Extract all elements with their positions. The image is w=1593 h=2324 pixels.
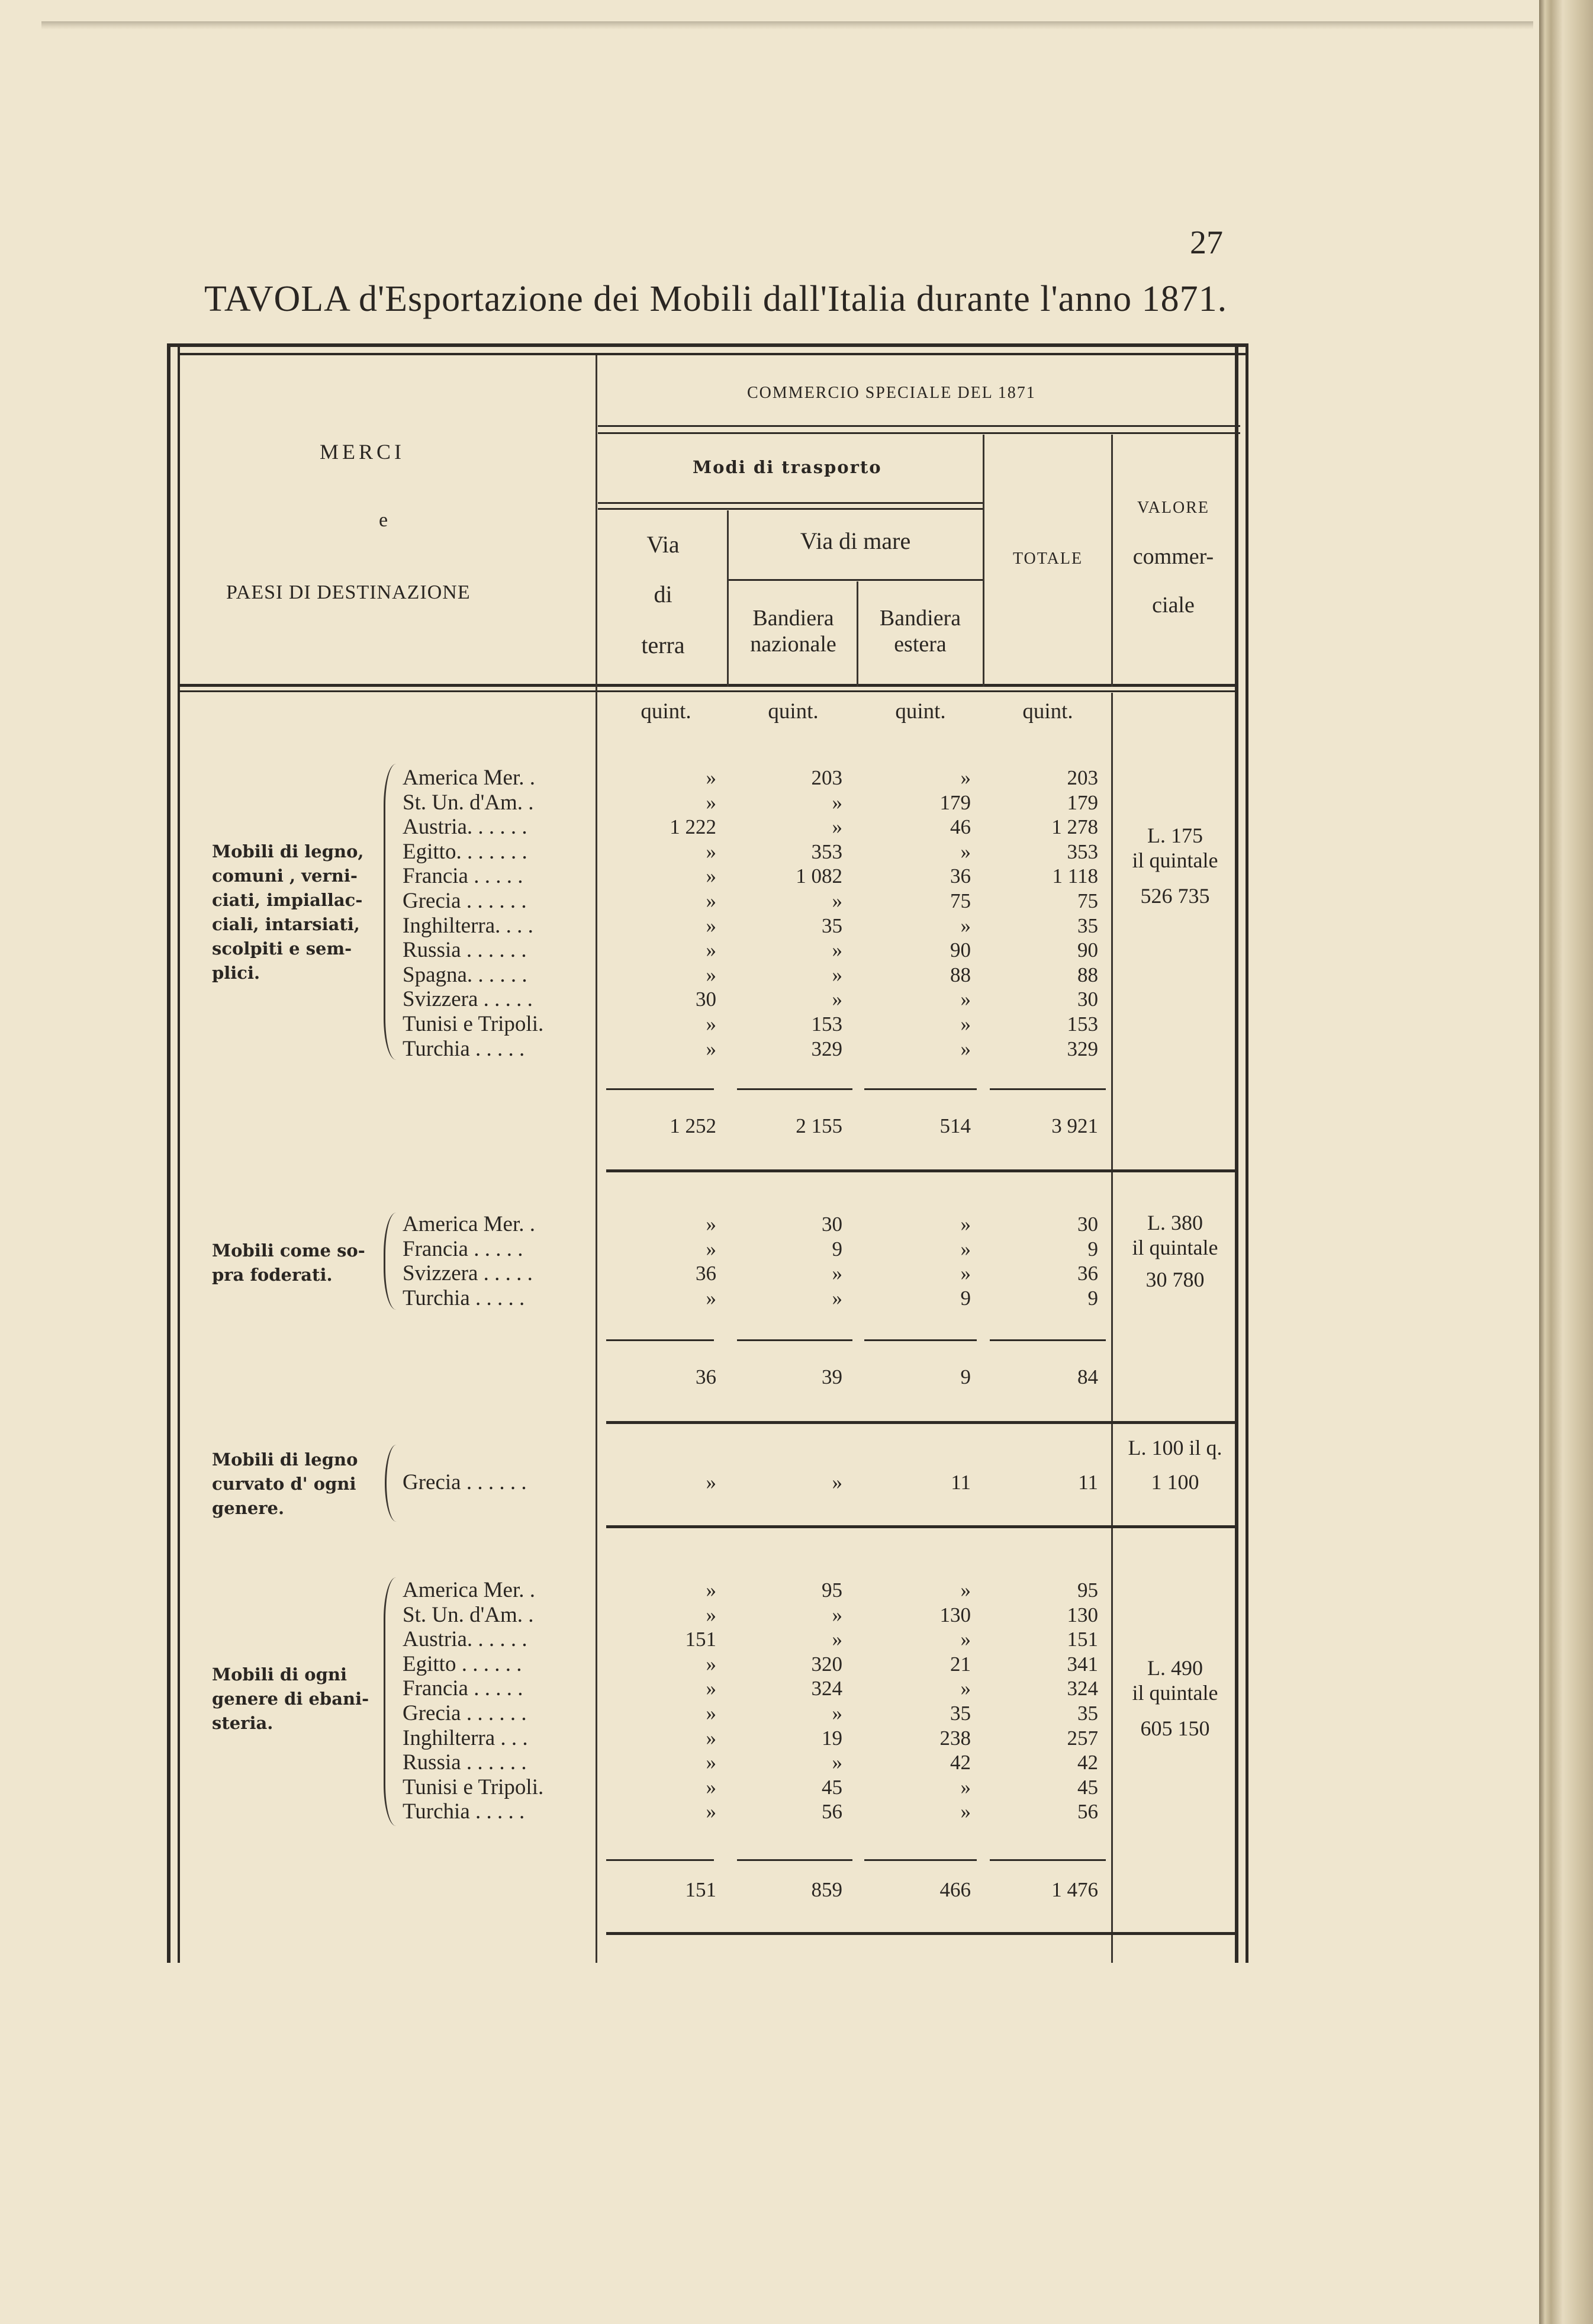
cell-naz: 30 [822, 1213, 842, 1236]
cell-naz: 56 [822, 1800, 842, 1824]
g2-sub-rule-4 [990, 1339, 1106, 1341]
header-nazionale: nazionale [750, 632, 836, 657]
cell-naz: » [832, 889, 842, 912]
cell-naz: 329 [811, 1037, 842, 1060]
cell-totale: 130 [1067, 1603, 1098, 1627]
cell-terra: » [706, 1800, 716, 1824]
cell-naz: » [832, 1751, 842, 1775]
cell-totale: 151 [1067, 1628, 1098, 1651]
g1-total-terra: 1 252 [670, 1114, 716, 1137]
cell-est: 35 [950, 1702, 971, 1725]
rule-modi-2 [598, 508, 983, 510]
cell-terra: 151 [685, 1628, 716, 1651]
book-gutter [1539, 0, 1593, 2324]
cell-terra: 30 [696, 988, 716, 1011]
rule-header-bottom-2 [180, 690, 1237, 692]
cell-naz: 203 [811, 766, 842, 789]
country-name: Francia . . . . . [403, 1676, 523, 1701]
col-line-naz-header [857, 581, 858, 687]
rule-via-mare [728, 579, 983, 581]
rule-modi-1 [598, 502, 983, 504]
cell-naz: 320 [811, 1652, 842, 1676]
cell-terra: » [706, 1726, 716, 1750]
header-bandiera-est: Bandiera [879, 606, 961, 631]
cell-totale: 95 [1077, 1579, 1098, 1602]
g1-sub-rule-3 [864, 1088, 977, 1090]
country-name: Russia . . . . . . [403, 1750, 527, 1775]
cell-est: » [960, 1775, 971, 1799]
cell-terra: » [706, 1037, 716, 1060]
col-line-merci [596, 355, 597, 1963]
cell-est: » [960, 1628, 971, 1651]
header-modi: Modi di trasporto [693, 457, 882, 477]
cell-est: 90 [950, 938, 971, 962]
group3-brace [385, 1445, 397, 1522]
g1-end-rule [606, 1169, 1237, 1172]
cell-est: » [960, 1012, 971, 1036]
group1-valore: L. 175 il quintale 526 735 [1132, 824, 1218, 908]
g2-total-est: 9 [960, 1365, 971, 1388]
cell-terra: » [706, 790, 716, 814]
cell-est: » [960, 1237, 971, 1261]
cell-naz: 45 [822, 1775, 842, 1799]
country-name: Tunisi e Tripoli. [403, 1775, 544, 1799]
header-totale: TOTALE [1012, 549, 1083, 568]
cell-est: 9 [960, 1286, 971, 1310]
cell-totale: 1 278 [1051, 815, 1098, 839]
cell-naz: 19 [822, 1726, 842, 1750]
cell-naz: » [832, 963, 842, 986]
country-name: America Mer. . [403, 1212, 535, 1236]
page-edge-shadow [41, 21, 1533, 30]
country-name: Turchia . . . . . [403, 1799, 525, 1824]
country-name: Egitto. . . . . . . [403, 839, 527, 864]
g4-total-naz: 859 [811, 1878, 842, 1901]
country-name: Svizzera . . . . . [403, 987, 533, 1012]
cell-totale: 9 [1087, 1237, 1098, 1261]
cell-est: 36 [950, 864, 971, 888]
table-frame-left-inner [178, 343, 180, 1963]
country-name: Grecia . . . . . . [403, 1470, 527, 1494]
header-e: e [379, 509, 388, 531]
col-line-totale-header [1111, 435, 1113, 687]
cell-est: 238 [939, 1726, 971, 1750]
g4-sub-rule-3 [864, 1859, 977, 1861]
cell-naz: 153 [811, 1012, 842, 1036]
g4-total-totale: 1 476 [1051, 1878, 1098, 1901]
cell-totale: 56 [1077, 1800, 1098, 1824]
country-name: Francia . . . . . [403, 864, 523, 889]
cell-terra: » [706, 1471, 716, 1494]
group1-label: Mobili di legno, comuni , verni- ciati, impiallac- ciali, intarsiati, scolpiti e sem- plici. [212, 841, 364, 983]
header-ciale: ciale [1152, 593, 1195, 618]
cell-totale: 88 [1077, 963, 1098, 986]
cell-totale: 1 118 [1052, 864, 1098, 888]
cell-totale: 30 [1077, 1213, 1098, 1236]
cell-totale: 36 [1077, 1262, 1098, 1285]
header-merci: MERCI [320, 440, 406, 464]
cell-terra: » [706, 1702, 716, 1725]
g1-total-naz: 2 155 [796, 1114, 842, 1137]
col-line-mare-header [983, 435, 984, 687]
cell-terra: » [706, 1775, 716, 1799]
cell-terra: » [706, 1603, 716, 1627]
header-via-mare: Via di mare [800, 528, 911, 554]
cell-est: 88 [950, 963, 971, 986]
cell-totale: 9 [1087, 1286, 1098, 1310]
cell-terra: » [706, 889, 716, 912]
rule-commercio-1 [598, 425, 1240, 427]
cell-est: » [960, 1579, 971, 1602]
cell-est: » [960, 1037, 971, 1060]
group2-valore: L. 380 il quintale 30 780 [1132, 1211, 1218, 1291]
group3-label: Mobili di legno curvato d' ogni genere. [212, 1449, 358, 1518]
table-frame-top-outer [167, 343, 1248, 347]
cell-est: 46 [950, 815, 971, 839]
g2-sub-rule-1 [606, 1339, 714, 1341]
cell-totale: 341 [1067, 1652, 1098, 1676]
g2-end-rule [606, 1421, 1237, 1424]
group2-brace [384, 1213, 396, 1310]
country-name: Egitto . . . . . . [403, 1651, 522, 1676]
page-number: 27 [1190, 224, 1223, 261]
g4-sub-rule-1 [606, 1859, 714, 1861]
cell-naz: » [832, 790, 842, 814]
country-name: Russia . . . . . . [403, 938, 527, 963]
cell-est: » [960, 766, 971, 789]
country-name: St. Un. d'Am. . [403, 1602, 534, 1627]
cell-totale: 324 [1067, 1677, 1098, 1701]
cell-naz: » [832, 938, 842, 962]
cell-naz: » [832, 1628, 842, 1651]
rule-header-bottom-1 [180, 684, 1237, 687]
cell-est: 130 [939, 1603, 971, 1627]
g4-sub-rule-4 [990, 1859, 1106, 1861]
cell-totale: 75 [1077, 889, 1098, 912]
cell-terra: » [706, 1579, 716, 1602]
country-name: Turchia . . . . . [403, 1285, 525, 1310]
cell-totale: 179 [1067, 790, 1098, 814]
cell-terra: » [706, 1213, 716, 1236]
col-line-terra-header [727, 510, 729, 687]
cell-est: 21 [950, 1652, 971, 1676]
cell-terra: » [706, 963, 716, 986]
g2-sub-rule-2 [737, 1339, 852, 1341]
cell-naz: » [832, 1603, 842, 1627]
group2-label: Mobili come so- pra foderati. [212, 1240, 365, 1285]
cell-terra: » [706, 938, 716, 962]
country-name: Inghilterra. . . . [403, 913, 533, 938]
country-name: Francia . . . . . [403, 1236, 523, 1261]
cell-naz: 1 082 [796, 864, 842, 888]
g2-sub-rule-3 [864, 1339, 977, 1341]
country-name: Austria. . . . . . [403, 1627, 527, 1652]
cell-naz: » [832, 1262, 842, 1285]
cell-naz: 353 [811, 840, 842, 863]
country-name: Grecia . . . . . . [403, 889, 527, 913]
cell-est: » [960, 1262, 971, 1285]
g2-total-totale: 84 [1077, 1365, 1098, 1388]
rule-commercio-2 [598, 432, 1240, 434]
cell-totale: 30 [1077, 988, 1098, 1011]
cell-totale: 35 [1077, 1702, 1098, 1725]
table-frame-right-inner [1246, 343, 1248, 1963]
cell-naz: 95 [822, 1579, 842, 1602]
g1-total-est: 514 [939, 1114, 971, 1137]
country-name: America Mer. . [403, 1578, 535, 1602]
cell-naz: » [832, 988, 842, 1011]
unit-est: quint. [895, 699, 946, 724]
country-name: Inghilterra . . . [403, 1725, 528, 1750]
cell-est: » [960, 840, 971, 863]
cell-totale: 153 [1067, 1012, 1098, 1036]
header-estera: estera [894, 632, 947, 657]
g4-total-est: 466 [939, 1878, 971, 1901]
cell-terra: 1 222 [670, 815, 716, 839]
header-bandiera-naz: Bandiera [752, 606, 834, 631]
country-name: Grecia . . . . . . [403, 1701, 527, 1725]
cell-est: 42 [950, 1751, 971, 1775]
header-di: di [654, 581, 672, 607]
g1-total-totale: 3 921 [1051, 1114, 1098, 1137]
cell-terra: » [706, 1677, 716, 1701]
cell-naz: » [832, 815, 842, 839]
table-frame-top-inner [178, 353, 1248, 355]
cell-est: 75 [950, 889, 971, 912]
cell-totale: 203 [1067, 766, 1098, 789]
cell-est: » [960, 988, 971, 1011]
country-name: Tunisi e Tripoli. [403, 1012, 544, 1036]
header-paesi: PAESI DI DESTINAZIONE [226, 581, 471, 603]
group3-valore: L. 100 il q. 1 100 [1128, 1436, 1222, 1494]
cell-terra: » [706, 914, 716, 937]
cell-terra: » [706, 766, 716, 789]
cell-totale: 329 [1067, 1037, 1098, 1060]
cell-naz: » [832, 1471, 842, 1494]
cell-terra: » [706, 840, 716, 863]
group1-brace [384, 764, 396, 1060]
cell-totale: 11 [1078, 1471, 1098, 1494]
cell-est: » [960, 1213, 971, 1236]
header-terra: terra [641, 632, 685, 658]
country-name: Turchia . . . . . [403, 1036, 525, 1061]
cell-terra: 36 [696, 1262, 716, 1285]
g1-sub-rule-2 [737, 1088, 852, 1090]
country-name: Austria. . . . . . [403, 815, 527, 840]
cell-terra: » [706, 1751, 716, 1775]
cell-est: 11 [951, 1471, 971, 1494]
cell-totale: 353 [1067, 840, 1098, 863]
cell-est: » [960, 1677, 971, 1701]
unit-naz: quint. [768, 699, 819, 724]
cell-est: » [960, 1800, 971, 1824]
g4-sub-rule-2 [737, 1859, 852, 1861]
g3-end-rule [606, 1525, 1237, 1528]
g4-end-rule [606, 1932, 1237, 1935]
cell-totale: 35 [1077, 914, 1098, 937]
country-name: Spagna. . . . . . [403, 962, 527, 987]
country-name: Svizzera . . . . . [403, 1261, 533, 1286]
cell-naz: 9 [832, 1237, 842, 1261]
group4-brace [384, 1577, 396, 1826]
cell-totale: 90 [1077, 938, 1098, 962]
cell-terra: » [706, 864, 716, 888]
cell-terra: » [706, 1286, 716, 1310]
g1-sub-rule-1 [606, 1088, 714, 1090]
table-frame-left-outer [167, 343, 170, 1963]
cell-terra: » [706, 1012, 716, 1036]
group4-valore: L. 490 il quintale 605 150 [1132, 1656, 1218, 1740]
cell-naz: 324 [811, 1677, 842, 1701]
cell-terra: » [706, 1652, 716, 1676]
g2-total-terra: 36 [696, 1365, 716, 1388]
cell-naz: » [832, 1702, 842, 1725]
country-name: St. Un. d'Am. . [403, 790, 534, 815]
cell-naz: » [832, 1286, 842, 1310]
header-commercio: COMMERCIO SPECIALE DEL 1871 [747, 384, 1036, 402]
g1-sub-rule-4 [990, 1088, 1106, 1090]
g4-total-terra: 151 [685, 1878, 716, 1901]
unit-totale: quint. [1022, 699, 1073, 724]
header-commer: commer- [1132, 544, 1214, 569]
country-name: America Mer. . [403, 766, 535, 790]
cell-totale: 257 [1067, 1726, 1098, 1750]
cell-est: 179 [939, 790, 971, 814]
header-via: Via [646, 531, 680, 558]
page-title: TAVOLA d'Esportazione dei Mobili dall'Italia durante l'anno 1871. [204, 279, 1228, 319]
g2-total-naz: 39 [822, 1365, 842, 1388]
cell-est: » [960, 914, 971, 937]
unit-terra: quint. [641, 699, 691, 724]
cell-naz: 35 [822, 914, 842, 937]
header-valore: VALORE [1137, 499, 1209, 517]
cell-totale: 45 [1077, 1775, 1098, 1799]
cell-terra: » [706, 1237, 716, 1261]
cell-totale: 42 [1077, 1751, 1098, 1775]
group4-label: Mobili di ogni genere di ebani- steria. [212, 1664, 369, 1733]
